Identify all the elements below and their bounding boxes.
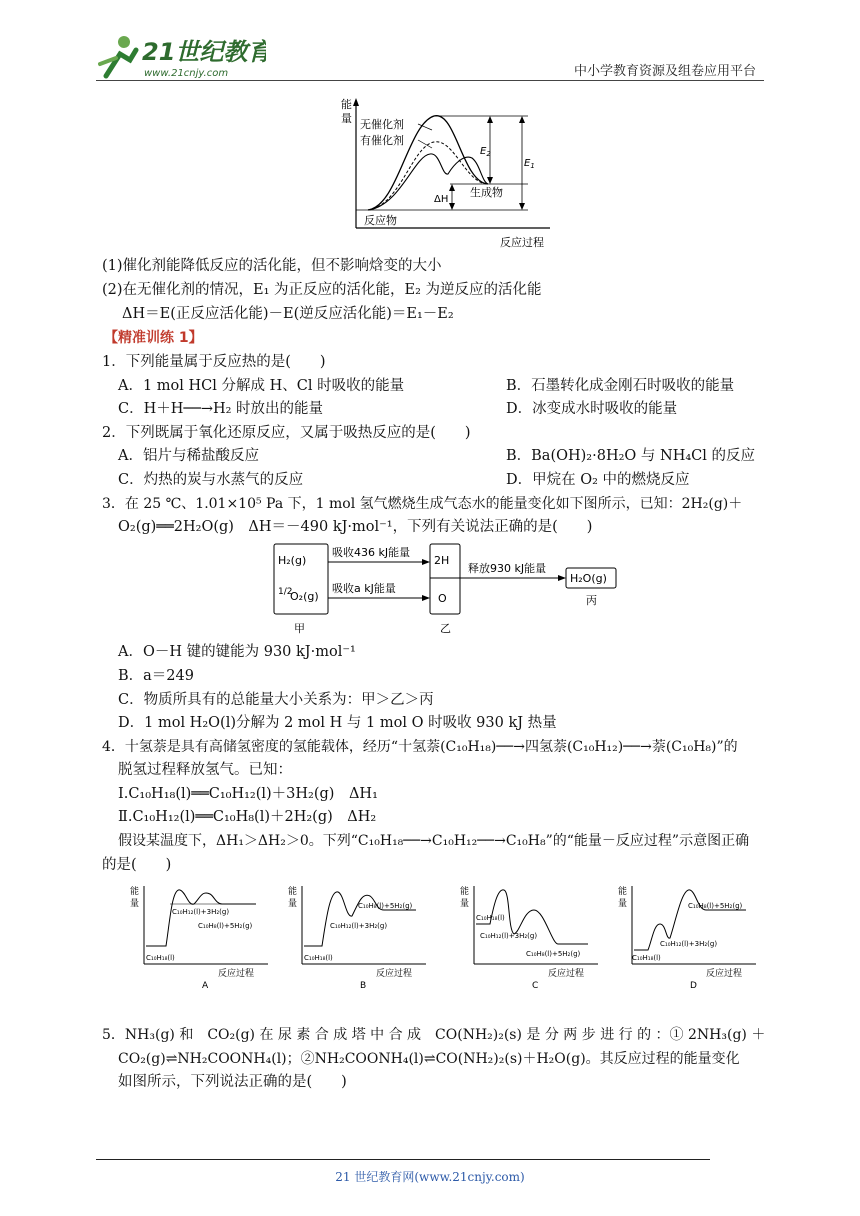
half-fraction: 1/2 xyxy=(278,587,293,597)
header-divider xyxy=(96,80,764,81)
q3-option-a[interactable]: A．O－H 键的键能为 930 kJ·mol⁻¹ xyxy=(118,644,356,660)
option-d-diagram[interactable] xyxy=(616,880,766,994)
q4-reaction-2: Ⅱ.C₁₀H₁₂(l)══C₁₀H₈(l)＋2H₂(g) ΔH₂ xyxy=(118,809,377,825)
svg-text:反应过程: 反应过程 xyxy=(548,969,585,979)
svg-text:能: 能 xyxy=(288,887,298,897)
energy-catalyst-diagram xyxy=(338,94,558,256)
two-h-label: 2H xyxy=(434,554,450,567)
q5-stem-2: CO₂(g)⇌NH₂COONH₄(l)；②NH₂COONH₄(l)⇌CO(NH₂)₂(s)＋H₂O(g)。其反应过程的能量变化 xyxy=(118,1051,740,1067)
absorb-a-label: 吸收a kJ能量 xyxy=(332,582,396,595)
y-axis-label-1: 能 xyxy=(341,98,352,111)
product-label: 生成物 xyxy=(470,186,503,199)
option-c-diagram[interactable] xyxy=(458,880,608,994)
svg-text:能: 能 xyxy=(130,887,140,897)
svg-text:能: 能 xyxy=(460,887,470,897)
y-axis-label-2: 量 xyxy=(341,112,352,125)
note-2: (2)在无催化剂的情况，E₁ 为正反应的活化能，E₂ 为逆反应的活化能 xyxy=(102,282,542,298)
o-atom-label: O xyxy=(438,592,447,605)
q4-stem-3: 假设某温度下，ΔH₁＞ΔH₂＞0。下列“C₁₀H₁₈──→C₁₀H₁₂──→C₁₀H₈”的“能量－反应过程”示意图正确 xyxy=(118,833,750,849)
option-a-label: A xyxy=(202,981,209,990)
q4-stem-1: 4．十氢萘是具有高储氢密度的氢能载体，经历“十氢萘(C₁₀H₁₈)──→四氢萘(C₁₀H₁₂)──→萘(C₁₀H₈)”的 xyxy=(102,739,738,755)
footer-divider xyxy=(96,1159,710,1160)
svg-text:C₁₀H₁₂(l)+3H₂(g): C₁₀H₁₂(l)+3H₂(g) xyxy=(480,932,538,940)
svg-text:C₁₀H₁₈(l): C₁₀H₁₈(l) xyxy=(146,954,175,962)
q2-option-d[interactable]: D．甲烷在 O₂ 中的燃烧反应 xyxy=(506,472,690,488)
option-b-diagram[interactable] xyxy=(286,880,436,994)
delta-h-label: ΔH xyxy=(434,194,449,205)
option-a-diagram[interactable] xyxy=(128,880,278,994)
x-axis-label: 反应过程 xyxy=(500,236,544,249)
q2-option-b[interactable]: B．Ba(OH)₂·8H₂O 与 NH₄Cl 的反应 xyxy=(506,448,755,464)
q4-reaction-1: Ⅰ.C₁₀H₁₈(l)══C₁₀H₁₂(l)＋3H₂(g) ΔH₁ xyxy=(118,786,378,802)
svg-text:反应过程: 反应过程 xyxy=(376,969,413,979)
q3-stem-1: 3．在 25 ℃、1.01×10⁵ Pa 下，1 mol 氢气燃烧生成气态水的能量变化如下图所示，已知：2H₂(g)＋ xyxy=(102,496,743,512)
footer-link[interactable]: 21 世纪教育网(www.21cnjy.com) xyxy=(335,1170,525,1184)
svg-text:C₁₀H₈(l)+5H₂(g): C₁₀H₈(l)+5H₂(g) xyxy=(688,902,743,910)
svg-text:反应过程: 反应过程 xyxy=(218,969,255,979)
site-logo xyxy=(96,30,266,82)
option-b-label: B xyxy=(360,981,367,990)
catalyst-dashed-curve xyxy=(368,142,488,210)
bing-label: 丙 xyxy=(586,594,597,607)
svg-text:C₁₀H₁₂(l)+3H₂(g): C₁₀H₁₂(l)+3H₂(g) xyxy=(660,940,718,948)
no-catalyst-label: 无催化剂 xyxy=(360,118,404,131)
o2-label: O₂(g) xyxy=(290,590,319,603)
note-3: ΔH＝E(正反应活化能)－E(逆反应活化能)＝E₁－E₂ xyxy=(122,306,454,322)
e1-label: $E_1$ xyxy=(524,158,535,170)
yi-label: 乙 xyxy=(440,622,451,635)
q3-option-d[interactable]: D．1 mol H₂O(l)分解为 2 mol H 与 1 mol O 时吸收 930 kJ 热量 xyxy=(118,715,557,731)
reactant-label: 反应物 xyxy=(364,214,397,227)
catalyst-curve xyxy=(368,154,488,210)
q1-stem: 1．下列能量属于反应热的是( ) xyxy=(102,354,326,370)
svg-text:量: 量 xyxy=(618,899,628,909)
svg-text:量: 量 xyxy=(460,899,470,909)
svg-text:能: 能 xyxy=(618,887,628,897)
jia-label: 甲 xyxy=(294,622,305,635)
e2-label: $E_2$ xyxy=(480,146,491,158)
q4-stem-2: 脱氢过程释放氢气。已知： xyxy=(118,762,292,778)
svg-text:C₁₀H₁₈(l): C₁₀H₁₈(l) xyxy=(476,914,505,922)
h2-label: H₂(g) xyxy=(278,554,307,567)
header-platform-text: 中小学教育资源及组卷应用平台 xyxy=(573,64,756,79)
q1-option-b[interactable]: B．石墨转化成金刚石时吸收的能量 xyxy=(506,378,735,394)
logo-url: www.21cnjy.com xyxy=(144,68,229,79)
h2o-label: H₂O(g) xyxy=(570,572,607,585)
section-title: 【精准训练 1】 xyxy=(104,330,203,346)
q5-stem-1: 5．NH₃(g) 和 CO₂(g) 在 尿 素 合 成 塔 中 合 成 CO(NH₂)₂(s) 是 分 两 步 进 行 的 ：① 2NH₃(g) ＋ xyxy=(102,1027,766,1043)
q1-option-d[interactable]: D．冰变成水时吸收的能量 xyxy=(506,401,678,417)
catalyst-label: 有催化剂 xyxy=(360,134,404,147)
svg-text:量: 量 xyxy=(288,899,298,909)
q2-option-a[interactable]: A．铝片与稀盐酸反应 xyxy=(118,448,259,464)
svg-text:C₁₀H₈(l)+5H₂(g): C₁₀H₈(l)+5H₂(g) xyxy=(526,950,581,958)
q2-stem: 2．下列既属于氧化还原反应，又属于吸热反应的是( ) xyxy=(102,425,471,441)
q2-option-c[interactable]: C．灼热的炭与水蒸气的反应 xyxy=(118,472,304,488)
svg-text:C₁₀H₁₂(l)+3H₂(g): C₁₀H₁₂(l)+3H₂(g) xyxy=(172,908,230,916)
logo-text: 21世纪教育 xyxy=(142,38,266,66)
q5-stem-3: 如图所示，下列说法正确的是( ) xyxy=(118,1074,347,1090)
svg-text:C₁₀H₁₂(l)+3H₂(g): C₁₀H₁₂(l)+3H₂(g) xyxy=(330,922,388,930)
svg-text:反应过程: 反应过程 xyxy=(706,969,743,979)
q3-stem-2: O₂(g)══2H₂O(g) ΔH＝－490 kJ·mol⁻¹，下列有关说法正确的是( ) xyxy=(118,519,593,535)
q4-stem-4: 的是( ) xyxy=(102,857,172,873)
release-930-label: 释放930 kJ能量 xyxy=(468,562,547,575)
svg-text:量: 量 xyxy=(130,899,140,909)
note-1: (1)催化剂能降低反应的活化能，但不影响焓变的大小 xyxy=(102,258,442,274)
svg-text:C₁₀H₁₈(l): C₁₀H₁₈(l) xyxy=(632,954,661,962)
svg-text:C₁₀H₁₈(l): C₁₀H₁₈(l) xyxy=(304,954,333,962)
svg-text:C₁₀H₈(l)+5H₂(g): C₁₀H₈(l)+5H₂(g) xyxy=(358,902,413,910)
absorb-436-label: 吸收436 kJ能量 xyxy=(332,546,411,559)
option-d-label: D xyxy=(690,981,697,990)
bond-energy-diagram xyxy=(270,538,620,642)
option-c-label: C xyxy=(532,981,539,990)
q3-option-b[interactable]: B．a＝249 xyxy=(118,668,194,684)
q1-option-c[interactable]: C．H＋H──→H₂ 时放出的能量 xyxy=(118,401,324,417)
q3-option-c[interactable]: C．物质所具有的总能量大小关系为：甲＞乙＞丙 xyxy=(118,692,434,708)
q1-option-a[interactable]: A．1 mol HCl 分解成 H、Cl 时吸收的能量 xyxy=(118,378,405,394)
svg-text:C₁₀H₈(l)+5H₂(g): C₁₀H₈(l)+5H₂(g) xyxy=(198,922,253,930)
